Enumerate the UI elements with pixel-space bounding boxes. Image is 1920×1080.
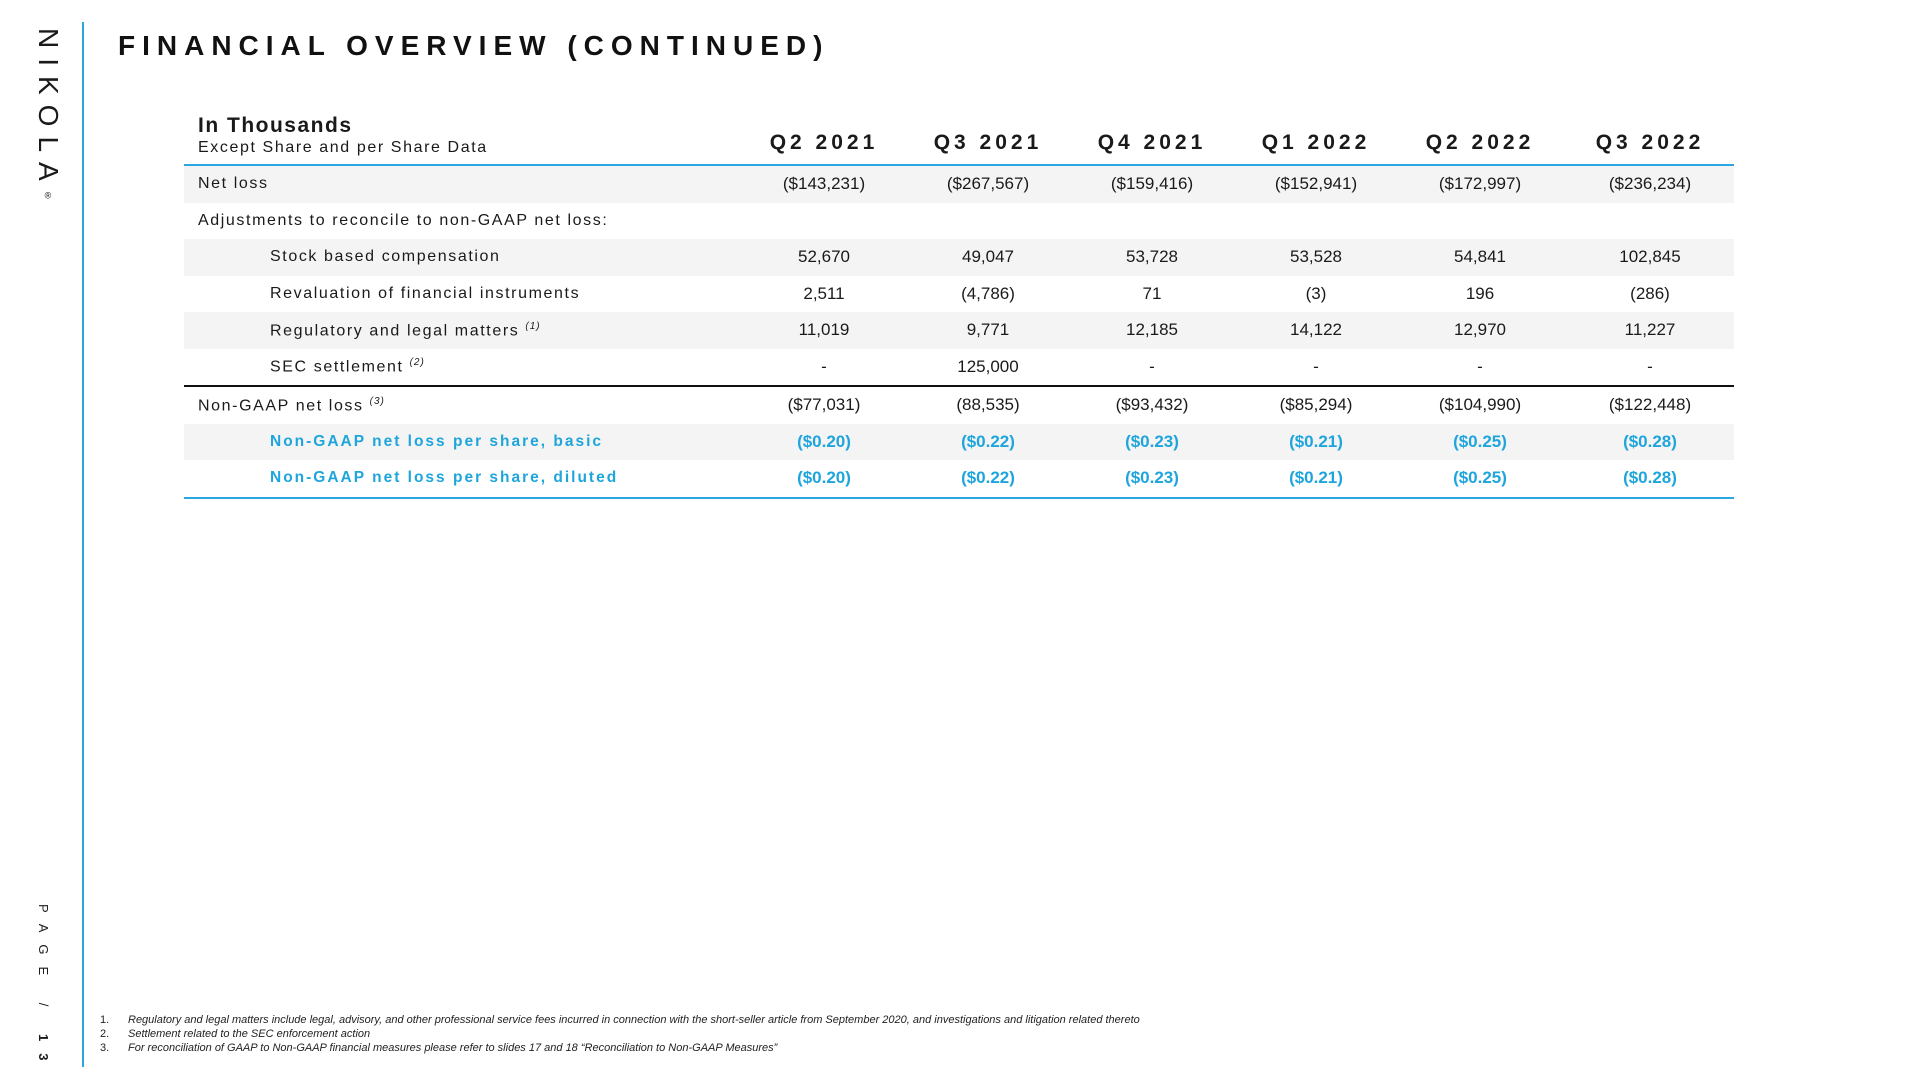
header-sub: Except Share and per Share Data [198, 139, 488, 156]
table-cell: (4,786) [961, 283, 1015, 303]
table-cell: ($172,997) [1438, 174, 1522, 194]
table-cell: ($122,448) [1608, 395, 1692, 415]
table-cell: - [1149, 356, 1155, 376]
registered-mark: ® [43, 190, 53, 201]
table-cell: ($0.23) [1125, 468, 1179, 488]
row-label-text: Non-GAAP net loss per share, diluted [270, 469, 619, 487]
table-cell: 196 [1465, 283, 1495, 303]
column-header-q2-2021: Q2 2021 [769, 131, 879, 154]
table-cell: 11,019 [798, 320, 850, 340]
table-cell: ($0.20) [797, 468, 851, 488]
table-cell: ($267,567) [946, 174, 1030, 194]
footnotes [100, 1013, 1140, 1055]
logo-text: NIKOLA [33, 28, 64, 191]
footnote-item [100, 1013, 1140, 1027]
table-cell: 102,845 [1619, 247, 1681, 267]
row-label [270, 469, 618, 487]
footnote-number: 3. [100, 1042, 110, 1054]
row-label [270, 321, 541, 340]
table-cell: 12,970 [1454, 320, 1506, 340]
footnote-ref: (3) [369, 395, 385, 407]
table-cell: ($143,231) [782, 174, 866, 194]
table-cell: ($0.28) [1623, 468, 1677, 488]
row-label [198, 396, 385, 415]
table-row-revaluation-of-financial-instruments [184, 276, 1734, 313]
table-cell: ($159,416) [1110, 174, 1194, 194]
table-cell: 11,227 [1624, 320, 1676, 340]
table-cell: 52,670 [798, 247, 850, 267]
table-cell: 49,047 [962, 247, 1014, 267]
row-label [270, 433, 603, 451]
table-bottom-rule [184, 497, 1734, 499]
table-cell: 9,771 [966, 320, 1010, 340]
row-label-text: Non-GAAP net loss per share, basic [270, 432, 604, 450]
page-number-value: 13 [36, 1034, 51, 1073]
row-label [270, 357, 425, 376]
footnote-number: 1. [100, 1014, 110, 1026]
table-cell: (286) [1630, 283, 1670, 303]
table-row-sec-settlement [184, 349, 1734, 386]
table-cell: ($0.21) [1289, 468, 1343, 488]
row-label-text: Revaluation of financial instruments [270, 284, 581, 302]
table-cell: (3) [1305, 283, 1327, 303]
column-header-q1-2022: Q1 2022 [1261, 131, 1371, 154]
row-label [198, 212, 608, 230]
footnote-ref: (2) [409, 357, 425, 369]
row-label-text: SEC settlement [270, 358, 404, 376]
row-label [270, 248, 501, 266]
footnote-item [100, 1027, 1140, 1041]
table-cell: 54,841 [1454, 247, 1506, 267]
table-cell: 14,122 [1290, 320, 1342, 340]
table-cell: ($0.20) [797, 431, 851, 451]
footnote-text: For reconciliation of GAAP to Non-GAAP financial measures please refer to slides 17 and 18 “Reconciliation to Non-GAAP Measures” [128, 1042, 778, 1054]
table-cell: - [1313, 356, 1319, 376]
table-cell: 12,185 [1126, 320, 1178, 340]
column-header-q3-2021: Q3 2021 [933, 131, 1043, 154]
table-cell: ($77,031) [787, 395, 861, 415]
row-label-text: Regulatory and legal matters [270, 321, 520, 339]
left-accent-rule [82, 22, 84, 1067]
footnote-number: 2. [100, 1028, 110, 1040]
table-cell: ($85,294) [1279, 395, 1353, 415]
table-row-adjustments-to-reconcile-to-non-gaap-net-loss [184, 203, 1734, 240]
row-label [198, 175, 269, 193]
table-cell: ($0.22) [961, 431, 1015, 451]
table-cell: ($0.25) [1453, 468, 1507, 488]
table-cell: ($0.23) [1125, 431, 1179, 451]
table-cell: 53,728 [1126, 247, 1178, 267]
page-title: FINANCIAL OVERVIEW (CONTINUED) [118, 30, 830, 61]
table-row-non-gaap-net-loss-per-share-basic [184, 424, 1734, 461]
table-cell: (88,535) [956, 395, 1020, 415]
table-cell: ($0.28) [1623, 431, 1677, 451]
column-header-q4-2021: Q4 2021 [1097, 131, 1207, 154]
table-cell: - [1647, 356, 1653, 376]
footnote-ref: (1) [525, 320, 541, 332]
table-cell: ($93,432) [1115, 395, 1189, 415]
table-row-regulatory-and-legal-matters [184, 312, 1734, 349]
row-label-text: Adjustments to reconcile to non-GAAP net loss: [198, 211, 609, 229]
table-cell: 125,000 [957, 356, 1019, 376]
table-row-stock-based-compensation [184, 239, 1734, 276]
table-cell: ($104,990) [1438, 395, 1522, 415]
table-cell: ($0.25) [1453, 431, 1507, 451]
page-number [36, 904, 51, 1072]
table-row-non-gaap-net-loss [184, 385, 1734, 424]
footnote-item [100, 1041, 1140, 1055]
column-header-q3-2022: Q3 2022 [1595, 131, 1705, 154]
table-cell: ($236,234) [1608, 174, 1692, 194]
row-label-text: Net loss [198, 175, 269, 193]
row-label-text: Stock based compensation [270, 248, 501, 266]
page-prefix: PAGE / [36, 904, 51, 1034]
footnote-text: Regulatory and legal matters include legal, advisory, and other professional service fees incurred in connection with the short-seller article from September 2020, and investigations and litigation related thereto [128, 1014, 1140, 1026]
table-row-non-gaap-net-loss-per-share-diluted [184, 460, 1734, 497]
table-cell: ($152,941) [1274, 174, 1358, 194]
table-row-net-loss [184, 166, 1734, 203]
nikola-logo [34, 28, 62, 201]
table-cell: 2,511 [803, 283, 845, 303]
financial-table [184, 112, 1734, 499]
table-header [184, 112, 1734, 166]
column-header-q2-2022: Q2 2022 [1425, 131, 1535, 154]
row-label-text: Non-GAAP net loss [198, 396, 364, 414]
footnote-text: Settlement related to the SEC enforcement action [128, 1028, 371, 1040]
table-cell: - [821, 356, 827, 376]
table-cell: ($0.22) [961, 468, 1015, 488]
table-cell: ($0.21) [1289, 431, 1343, 451]
table-cell: - [1477, 356, 1483, 376]
header-main: In Thousands [198, 114, 353, 137]
table-cell: 71 [1142, 283, 1162, 303]
table-cell: 53,528 [1290, 247, 1342, 267]
row-label [270, 285, 580, 303]
